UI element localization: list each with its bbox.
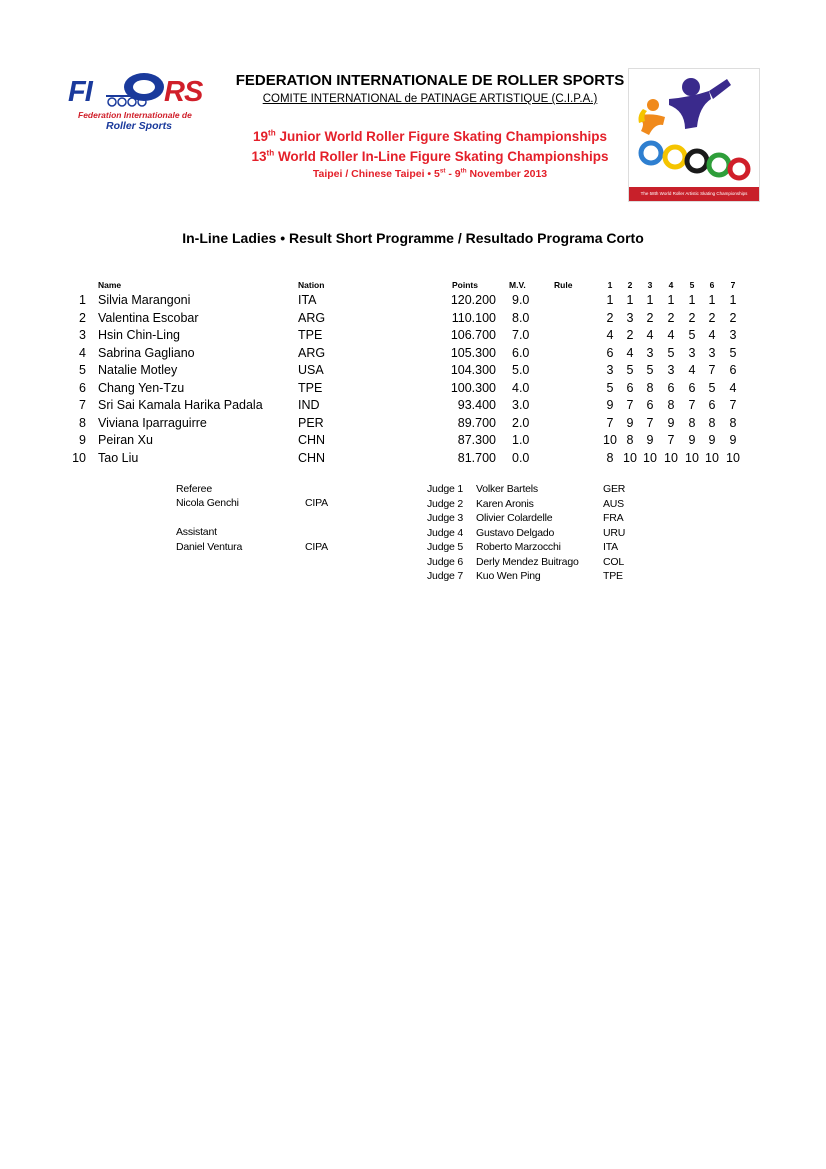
mv-cell: 1.0 — [512, 433, 530, 447]
championship-title-1: 19th Junior World Roller Figure Skating Championships — [253, 128, 607, 144]
judge-placement-cell: 3 — [606, 363, 614, 377]
judge-placement-cell: 9 — [606, 398, 614, 412]
judge-placement-cell: 6 — [646, 398, 654, 412]
rank-cell: 7 — [79, 398, 86, 412]
points-cell: 106.700 — [450, 328, 496, 342]
judge-placement-cell: 4 — [606, 328, 614, 342]
judge-name: Gustavo Delgado — [476, 526, 555, 539]
judge-placement-cell: 4 — [708, 328, 716, 342]
col-header-name: Name — [98, 280, 122, 290]
event-logo — [628, 68, 760, 202]
skate-wheels-icon — [104, 70, 168, 110]
judge-placement-cell: 1 — [667, 293, 675, 307]
judge-placement-cell: 5 — [729, 345, 737, 360]
page-title: In-Line Ladies • Result Short Programme / Resultado Programa Corto — [182, 230, 644, 246]
rank-cell: 6 — [79, 380, 86, 395]
judge-label: Judge 6 — [427, 555, 463, 568]
rank-cell: 10 — [72, 450, 86, 465]
judge-placement-cell: 8 — [729, 415, 737, 430]
judge-placement-cell: 2 — [667, 310, 675, 325]
mv-cell: 7.0 — [512, 328, 530, 342]
skater-figures-icon — [629, 69, 759, 187]
judge-placement-cell: 9 — [646, 433, 654, 447]
nation-cell: TPE — [298, 380, 323, 395]
mv-cell: 3.0 — [512, 398, 530, 412]
nation-cell: CHN — [298, 450, 326, 465]
judge-placement-cell: 6 — [606, 345, 614, 360]
nation-cell: ITA — [298, 293, 317, 307]
nation-cell: PER — [298, 415, 324, 430]
judge-nation: COL — [603, 555, 624, 568]
table-row — [0, 398, 826, 415]
judge-placement-cell: 8 — [626, 433, 634, 447]
judge-placement-cell: 5 — [626, 363, 634, 377]
judge-placement-cell: 8 — [646, 380, 654, 395]
table-row — [0, 451, 826, 468]
col-header-judge-6: 6 — [709, 280, 715, 290]
judge-placement-cell: 1 — [688, 293, 696, 307]
judge-placement-cell: 3 — [626, 310, 634, 325]
mv-cell: 0.0 — [512, 450, 530, 465]
rank-cell: 5 — [79, 363, 86, 377]
judge-placement-cell: 7 — [708, 363, 716, 377]
judge-placement-cell: 3 — [729, 328, 737, 342]
judge-name: Olivier Colardelle — [476, 512, 553, 524]
skater-name-cell: Natalie Motley — [98, 363, 178, 377]
skater-name-cell: Sabrina Gagliano — [98, 345, 195, 360]
rank-cell: 3 — [79, 328, 86, 342]
nation-cell: TPE — [298, 328, 323, 342]
judge-placement-cell: 4 — [667, 328, 675, 342]
judge-name: Karen Aronis — [476, 497, 534, 510]
points-cell: 89.700 — [457, 415, 496, 430]
nation-cell: IND — [298, 398, 320, 412]
judge-placement-cell: 2 — [729, 310, 737, 325]
judge-placement-cell: 5 — [688, 328, 696, 342]
rank-cell: 9 — [79, 433, 86, 447]
judge-placement-cell: 8 — [606, 450, 614, 465]
judge-placement-cell: 9 — [729, 433, 737, 447]
referee-name: Nicola Genchi — [176, 497, 239, 509]
assistant-org: CIPA — [305, 541, 328, 553]
col-header-points: Points — [452, 280, 478, 290]
judge-placement-cell: 1 — [626, 293, 634, 307]
mv-cell: 6.0 — [512, 345, 530, 360]
col-header-judge-2: 2 — [627, 280, 633, 290]
mv-cell: 2.0 — [512, 415, 530, 430]
judge-placement-cell: 3 — [646, 345, 654, 360]
judge-label: Judge 1 — [427, 483, 463, 495]
judge-placement-cell: 2 — [646, 310, 654, 325]
judge-label: Judge 2 — [427, 497, 463, 510]
judge-placement-cell: 7 — [688, 398, 696, 412]
assistant-name: Daniel Ventura — [176, 541, 243, 553]
mv-cell: 8.0 — [512, 310, 530, 325]
judge-nation: TPE — [603, 570, 623, 582]
judge-placement-cell: 4 — [729, 380, 737, 395]
judge-label: Judge 5 — [427, 541, 463, 553]
nation-cell: USA — [298, 363, 324, 377]
points-cell: 120.200 — [450, 293, 496, 307]
table-row — [0, 293, 826, 310]
judge-placement-cell: 8 — [708, 415, 716, 430]
judge-placement-cell: 1 — [646, 293, 654, 307]
judge-nation: ITA — [603, 541, 618, 553]
skater-name-cell: Viviana Iparraguirre — [98, 415, 207, 430]
col-header-judge-7: 7 — [730, 280, 736, 290]
judge-placement-cell: 8 — [688, 415, 696, 430]
logo-subtitle-2: Roller Sports — [106, 120, 172, 132]
judge-placement-cell: 3 — [708, 345, 716, 360]
judge-nation: URU — [603, 526, 626, 539]
judge-nation: GER — [603, 483, 626, 495]
skater-name-cell: Tao Liu — [98, 450, 139, 465]
points-cell: 87.300 — [457, 433, 496, 447]
points-cell: 93.400 — [457, 398, 496, 412]
nation-cell: CHN — [298, 433, 326, 447]
table-row — [0, 381, 826, 398]
table-row — [0, 346, 826, 363]
logo-text-rs: RS — [164, 76, 203, 108]
table-row — [0, 416, 826, 433]
points-cell: 110.100 — [451, 310, 496, 325]
assistant-label: Assistant — [176, 526, 217, 538]
judge-placement-cell: 6 — [667, 380, 675, 395]
judge-nation: AUS — [603, 497, 624, 510]
judge-placement-cell: 6 — [729, 363, 737, 377]
col-header-mv: M.V. — [509, 280, 526, 290]
rank-cell: 1 — [79, 293, 86, 307]
judge-placement-cell: 7 — [667, 433, 675, 447]
table-row — [0, 328, 826, 345]
points-cell: 104.300 — [450, 363, 496, 377]
nation-cell: ARG — [298, 310, 326, 325]
judge-placement-cell: 7 — [626, 398, 634, 412]
judge-placement-cell: 9 — [708, 433, 716, 447]
event-logo-banner: The 58th World Roller Artistic Skating Championships — [629, 187, 759, 201]
judge-placement-cell: 2 — [708, 310, 716, 325]
org-name: FEDERATION INTERNATIONALE DE ROLLER SPORTS — [235, 72, 625, 89]
judge-label: Judge 3 — [427, 512, 463, 524]
rank-cell: 8 — [79, 415, 86, 430]
event-location-date: Taipei / Chinese Taipei • 5st - 9th November 2013 — [312, 167, 548, 180]
col-header-rule: Rule — [554, 280, 573, 290]
judge-placement-cell: 9 — [688, 433, 696, 447]
judge-placement-cell: 4 — [688, 363, 696, 377]
col-header-judge-5: 5 — [689, 280, 695, 290]
rank-cell: 4 — [79, 345, 86, 360]
judge-placement-cell: 6 — [688, 380, 696, 395]
referee-label: Referee — [176, 483, 212, 495]
rank-cell: 2 — [79, 310, 86, 325]
skater-name-cell: Hsin Chin-Ling — [98, 328, 180, 342]
skater-name-cell: Valentina Escobar — [98, 310, 199, 325]
judge-placement-cell: 5 — [708, 380, 716, 395]
judge-placement-cell: 8 — [667, 398, 675, 412]
judge-placement-cell: 10 — [643, 450, 657, 465]
judge-placement-cell: 2 — [688, 310, 696, 325]
judge-placement-cell: 6 — [626, 380, 634, 395]
judge-placement-cell: 6 — [708, 398, 716, 412]
col-header-judge-1: 1 — [607, 280, 613, 290]
table-row — [0, 433, 826, 450]
judge-name: Volker Bartels — [476, 483, 538, 495]
judge-placement-cell: 7 — [606, 415, 614, 430]
skater-name-cell: Chang Yen-Tzu — [98, 380, 185, 395]
judge-placement-cell: 1 — [729, 293, 737, 307]
points-cell: 81.700 — [457, 450, 496, 465]
skater-name-cell: Peiran Xu — [98, 433, 153, 447]
logo-subtitle: Federation Internationale de — [78, 110, 192, 120]
table-row — [0, 363, 826, 380]
judge-placement-cell: 10 — [685, 450, 699, 465]
nation-cell: ARG — [298, 345, 326, 360]
points-cell: 100.300 — [450, 380, 496, 395]
judge-placement-cell: 2 — [606, 310, 614, 325]
judge-name: Derly Mendez Buitrago — [476, 555, 579, 568]
judge-placement-cell: 9 — [667, 415, 675, 430]
judge-placement-cell: 4 — [626, 345, 634, 360]
org-subtitle: COMITE INTERNATIONAL de PATINAGE ARTISTIQUE (C.I.P.A.) — [262, 93, 598, 105]
judge-nation: FRA — [603, 512, 624, 524]
skater-name-cell: Silvia Marangoni — [98, 293, 191, 307]
referee-org: CIPA — [305, 497, 328, 509]
judge-placement-cell: 5 — [667, 345, 675, 360]
judge-name: Roberto Marzocchi — [476, 541, 561, 553]
judge-placement-cell: 5 — [646, 363, 654, 377]
mv-cell: 9.0 — [512, 293, 530, 307]
skater-name-cell: Sri Sai Kamala Harika Padala — [98, 398, 263, 412]
judge-placement-cell: 10 — [603, 433, 617, 447]
championship-title-2: 13th World Roller In-Line Figure Skating Championships — [251, 148, 609, 164]
judge-placement-cell: 2 — [626, 328, 634, 342]
judge-placement-cell: 3 — [667, 363, 675, 377]
col-header-judge-3: 3 — [647, 280, 653, 290]
judge-placement-cell: 9 — [626, 415, 634, 430]
judge-placement-cell: 7 — [646, 415, 654, 430]
mv-cell: 5.0 — [512, 363, 530, 377]
judge-placement-cell: 10 — [726, 450, 740, 465]
judge-placement-cell: 1 — [708, 293, 716, 307]
judge-placement-cell: 5 — [606, 380, 614, 395]
logo-text-fi: FI — [68, 76, 92, 108]
judge-placement-cell: 4 — [646, 328, 654, 342]
points-cell: 105.300 — [450, 345, 496, 360]
judge-placement-cell: 10 — [623, 450, 637, 465]
judge-label: Judge 7 — [427, 570, 463, 582]
col-header-judge-4: 4 — [668, 280, 674, 290]
judge-label: Judge 4 — [427, 526, 463, 539]
judge-placement-cell: 3 — [688, 345, 696, 360]
judge-placement-cell: 1 — [606, 293, 614, 307]
judge-name: Kuo Wen Ping — [476, 570, 541, 582]
col-header-nation: Nation — [298, 280, 325, 290]
table-row — [0, 311, 826, 328]
judge-placement-cell: 7 — [729, 398, 737, 412]
mv-cell: 4.0 — [512, 380, 530, 395]
judge-placement-cell: 10 — [705, 450, 719, 465]
judge-placement-cell: 10 — [664, 450, 678, 465]
